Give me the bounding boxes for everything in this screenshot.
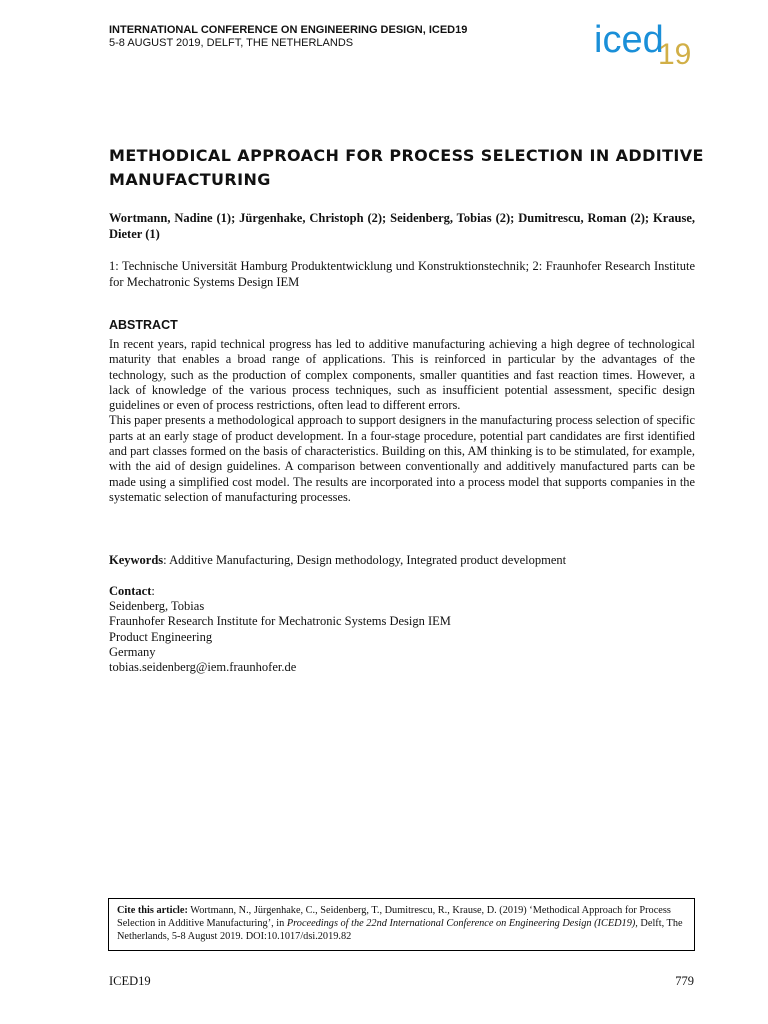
citation-proceedings: Proceedings of the 22nd International Conference on Engineering Design (ICED19), [286,918,638,930]
page-number: 779 [675,974,694,988]
contact-country: Germany [109,644,156,659]
contact-institute: Fraunhofer Research Institute for Mechatronic Systems Design IEM [109,614,451,629]
iced19-logo-graphic [592,14,702,66]
contact-label: Contact [109,584,152,598]
contact-name: Seidenberg, Tobias [109,599,205,614]
iced19-logo [592,14,702,66]
paper-title: METHODICAL APPROACH FOR PROCESS SELECTION IN ADDITIVE MANUFACTURING [109,146,704,189]
conference-date-location: 5-8 AUGUST 2019, DELFT, THE NETHERLANDS [109,37,354,49]
contact-email: tobias.seidenberg@iem.fraunhofer.de [109,660,297,675]
abstract-paragraph: In recent years, rapid technical progress has led to additive manufacturing achieving a high degree of technological maturity that enables a broad range of applications. This is reinforced in particular by the advantages of the technology, such as the production of complex components, smaller quantities and fast reaction times. However, a lack of knowledge of the various process techniques, such as insufficient potential assessment, specific design guidelines or even of process restrictions, often lead to different errors. [109,337,695,413]
contact-colon: : [151,584,155,598]
abstract-body [109,337,695,505]
footer-conference: ICED19 [109,974,151,988]
conference-header [109,24,467,50]
keywords-label: Keywords [109,553,164,567]
affiliations: 1: Technische Universität Hamburg Produktentwicklung und Konstruktionstechnik; 2: Fraunhofer Research Institute for Mechatronic Systems Design IEM [109,259,695,289]
contact-block [109,584,695,675]
keywords-separator: : [163,553,170,567]
logo-text: iced [594,19,664,61]
citation-text-part2: Delft, The Netherlands, 5-8 August 2019. DOI:10.1017/dsi.2019.82 [117,918,683,943]
conference-name: INTERNATIONAL CONFERENCE ON ENGINEERING DESIGN, ICED19 [109,24,468,36]
keywords-text: Additive Manufacturing, Design methodology, Integrated product development [169,553,567,567]
citation-box [108,898,695,951]
abstract-heading: ABSTRACT [109,318,178,332]
abstract-paragraph: This paper presents a methodological approach to support designers in the manufacturing process selection of specific parts at an early stage of product development. In a four-stage procedure, potential part candidates are first identified and part classes formed on the basis of characteristics. Building on this, AM thinking is to be stimulated, for example, with the aid of design guidelines. A comparison between conventionally and additively manufactured parts can be made using a simplified cost model. The results are incorporated into a process model that supports companies in the systematic selection of manufacturing processes. [109,413,695,504]
keywords [109,552,695,568]
citation-text-part1: Wortmann, N., Jürgenhake, C., Seidenberg, T., Dumitrescu, R., Krause, D. (2019) ‘Methodical Approach for Process Selection in Additive Manufacturing’, in [117,905,671,930]
logo-digit: 19 [658,38,692,66]
citation-label: Cite this article: [117,905,188,916]
author-list: Wortmann, Nadine (1); Jürgenhake, Christoph (2); Seidenberg, Tobias (2); Dumitrescu, Roman (2); Krause, Dieter (1) [109,211,695,241]
contact-department: Product Engineering [109,629,213,644]
